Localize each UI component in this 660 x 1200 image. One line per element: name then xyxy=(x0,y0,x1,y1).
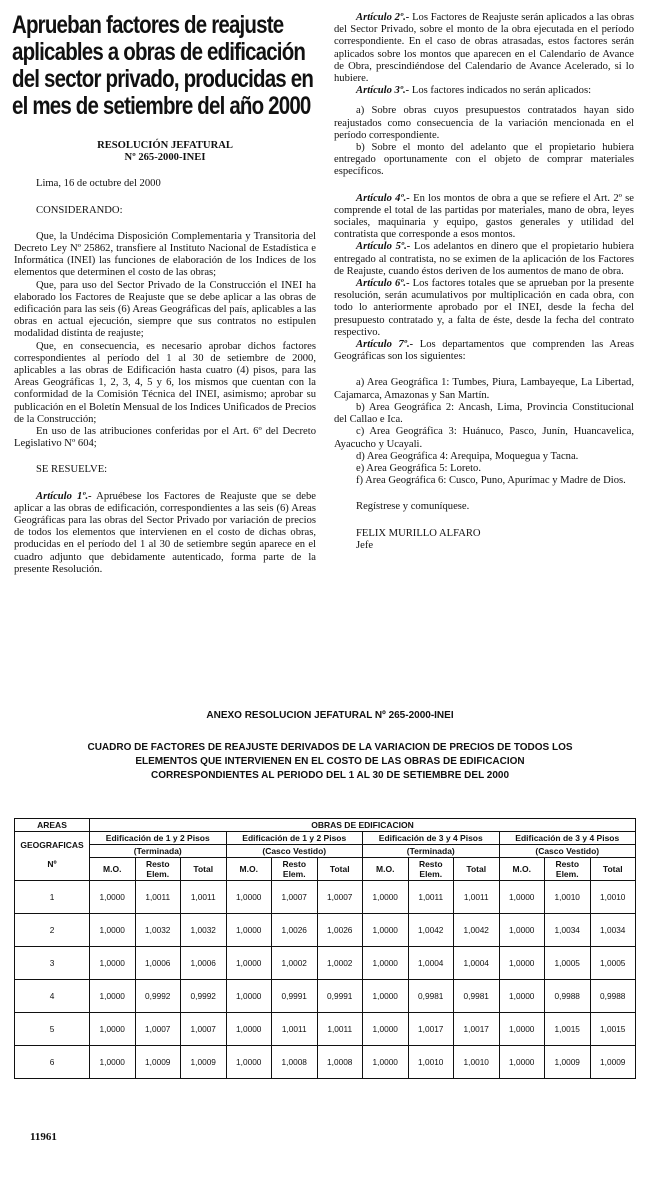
article-2 xyxy=(334,12,634,85)
annex-title: ANEXO RESOLUCION JEFATURAL Nº 265-2000-INEI xyxy=(206,710,454,721)
factor-cell: 1,0000 xyxy=(363,980,409,1013)
group-3-title: Edificación de 3 y 4 Pisos xyxy=(363,832,500,845)
article-2-text: Los Factores de Reajuste serán aplicados a las obras del Sector Privado, sobre el monto de la obra ejecutada en el período correspondiente. En el caso de obras atrasadas, estos factores serán aplicados sobre los montos que aparecen en el Calendario de Avance de Obra, prescindiéndose del Calendario de Avance Acelerado, si lo hubiere. xyxy=(334,12,635,85)
factor-cell: 1,0000 xyxy=(363,881,409,914)
article-1 xyxy=(14,491,316,576)
col-resto-4-a: Resto xyxy=(555,859,580,869)
article-4-text: En los montos de obra a que se refiere el Art. 2º se comprende el total de las partidas por materiales, mano de obra, leyes sociales, maquinaria y equipo, gastos generales y utilidad del contratista que corresponde a esos montos. xyxy=(334,192,635,241)
col-total-1: Total xyxy=(181,858,227,881)
area-item-f: f) Area Geográfica 6: Cusco, Puno, Apurímac y Madre de Dios. xyxy=(356,475,626,487)
factor-cell: 1,0000 xyxy=(499,1046,545,1079)
area-item-a: a) Area Geográfica 1: Tumbes, Piura, Lambayeque, La Libertad, Cajamarca, Amazonas y San Martín. xyxy=(334,377,634,401)
factor-cell: 0,9991 xyxy=(272,980,318,1013)
left-column xyxy=(14,140,316,576)
headline: Aprueban factores de reajuste aplicables a obras de edificación del sector privado, producidas en el mes de setiembre del año 2000 xyxy=(12,11,314,120)
factor-cell: 1,0026 xyxy=(317,914,363,947)
annex-subtitle-1: CUADRO DE FACTORES DE REAJUSTE DERIVADOS DE LA VARIACION DE PRECIOS DE TODOS LOS xyxy=(87,742,573,753)
considerando-para-2: Que, para uso del Sector Privado de la Construcción el INEI ha elaborado los Factores de Reajuste que se debe aplicar a las obras de edificación para las seis (6) Areas Geográficas del país, aplicables a las obras en actual ejecución, siempre que sus contratos no estipulen modalidad distinta de reajuste; xyxy=(14,279,316,340)
resolution-title: RESOLUCIÓN JEFATURAL xyxy=(97,140,233,151)
factor-cell: 1,0015 xyxy=(545,1013,591,1046)
factor-cell: 1,0000 xyxy=(363,914,409,947)
table-row xyxy=(15,914,636,947)
group-1-sub: (Terminada) xyxy=(90,845,227,858)
article-6-label: Artículo 6º.- xyxy=(356,278,410,290)
col-resto-2 xyxy=(272,858,318,881)
factors-table xyxy=(14,818,636,1079)
col-mo-4: M.O. xyxy=(499,858,545,881)
factor-cell: 1,0015 xyxy=(590,1013,636,1046)
factor-cell: 1,0010 xyxy=(545,881,591,914)
factor-cell: 1,0006 xyxy=(181,947,227,980)
factor-cell: 1,0000 xyxy=(90,1046,136,1079)
factor-cell: 1,0009 xyxy=(545,1046,591,1079)
col-mo-3: M.O. xyxy=(363,858,409,881)
factor-cell: 1,0000 xyxy=(363,1013,409,1046)
factor-cell: 1,0000 xyxy=(226,980,272,1013)
group-2-sub: (Casco Vestido) xyxy=(226,845,363,858)
signer-name: FELIX MURILLO ALFARO xyxy=(356,527,481,539)
article-4 xyxy=(334,193,634,242)
factor-cell: 1,0007 xyxy=(317,881,363,914)
col-resto-1-a: Resto xyxy=(145,859,170,869)
area-number-cell: 1 xyxy=(15,881,90,914)
factor-cell: 1,0007 xyxy=(181,1013,227,1046)
col-resto-2-b: Elem. xyxy=(282,869,306,879)
considerando-para-3: Que, en consecuencia, es necesario aprobar dichos factores correspondientes al período del 1 al 30 de setiembre de 2000, aplicables a las obras de Edificación hasta cuatro (4) pisos, para las Areas Geográficas 1, 2, 3, 4, 5 y 6, los mismos que cuentan con la conformidad de la Comisión Técnica del INEI, asimismo; aprobar su publicación en el Boletín Mensual de los Indices Unificados de Precios de la Construcción; xyxy=(14,340,316,425)
considerando-para-1: Que, la Undécima Disposición Complementaria y Transitoria del Decreto Ley Nº 25862, transfiere al Instituto Nacional de Estadística e Informática (INEI) las funciones de elaboración de los Indices de los elementos que determinen el costo de las obras; xyxy=(14,230,316,279)
factor-cell: 1,0000 xyxy=(363,1046,409,1079)
factor-cell: 1,0011 xyxy=(135,881,181,914)
factor-cell: 1,0009 xyxy=(181,1046,227,1079)
annex-subtitle-2: ELEMENTOS QUE INTERVIENEN EN EL COSTO DE LAS OBRAS DE EDIFICACION xyxy=(135,756,525,767)
right-column xyxy=(334,12,634,552)
factor-cell: 0,9988 xyxy=(590,980,636,1013)
factor-cell: 1,0000 xyxy=(226,947,272,980)
article-5 xyxy=(334,241,634,278)
factor-cell: 1,0000 xyxy=(499,947,545,980)
factor-cell: 1,0032 xyxy=(135,914,181,947)
factor-cell: 1,0008 xyxy=(317,1046,363,1079)
area-number-cell: 2 xyxy=(15,914,90,947)
article-7 xyxy=(334,339,634,363)
col-resto-2-a: Resto xyxy=(282,859,307,869)
article-6-text: Los factores totales que se aprueban por la presente resolución, serán acumulativos por multiplicación en cada obra, con todo lo anteriormente aprobado por el INEI, desde la fecha del presupuesto contratado y, a falta de éste, desde la fecha del contrato respectivo. xyxy=(334,278,634,338)
factor-cell: 0,9981 xyxy=(408,980,454,1013)
article-7-text: Los departamentos que comprenden las Areas Geográficas son los siguientes: xyxy=(334,339,634,363)
factor-cell: 1,0042 xyxy=(408,914,454,947)
factor-cell: 1,0017 xyxy=(408,1013,454,1046)
area-number-cell: 5 xyxy=(15,1013,90,1046)
area-number-cell: 4 xyxy=(15,980,90,1013)
area-item-b: b) Area Geográfica 2: Ancash, Lima, Provincia Constitucional del Callao e Ica. xyxy=(334,401,634,426)
factor-cell: 1,0000 xyxy=(363,947,409,980)
factor-cell: 1,0008 xyxy=(272,1046,318,1079)
group-2-title: Edificación de 1 y 2 Pisos xyxy=(226,832,363,845)
factor-cell: 1,0000 xyxy=(499,980,545,1013)
area-item-e: e) Area Geográfica 5: Loreto. xyxy=(356,462,481,474)
page-number: 11961 xyxy=(30,1131,57,1143)
area-number-cell: 3 xyxy=(15,947,90,980)
article-5-text: Los adelantos en dinero que el propietario hubiera entregado al contratista, no se eximen de la aplicación de los Factores de Reajuste, cuando éstos deriven de los aumentos de mano de obra. xyxy=(334,241,634,277)
col-resto-3-b: Elem. xyxy=(419,869,443,879)
registrese-line: Regístrese y comuníquese. xyxy=(356,501,470,513)
factor-cell: 1,0010 xyxy=(454,1046,500,1079)
table-row xyxy=(15,947,636,980)
factor-cell: 1,0000 xyxy=(90,980,136,1013)
col-resto-4 xyxy=(545,858,591,881)
factor-cell: 1,0005 xyxy=(545,947,591,980)
col-resto-3-a: Resto xyxy=(418,859,443,869)
article-4-label: Artículo 4º.- xyxy=(356,192,410,204)
col-resto-1 xyxy=(135,858,181,881)
factor-cell: 1,0011 xyxy=(181,881,227,914)
factor-cell: 1,0005 xyxy=(590,947,636,980)
factor-cell: 1,0000 xyxy=(90,1013,136,1046)
group-4-title: Edificación de 3 y 4 Pisos xyxy=(499,832,636,845)
article-1-text: Apruébese los Factores de Reajuste que se debe aplicar a las obras de edificación, correspondientes a las seis (6) Areas Geográficas para las obras del Sector Privado por variación de precios de todos los elementos que intervienen en el costo de dichas obras, producidas en el período del 1 al 30 de setiembre según aparece en el cuadro adjunto que debidamente autenticado, forma parte de la presente Resolución. xyxy=(14,490,316,575)
group-1-title: Edificación de 1 y 2 Pisos xyxy=(90,832,227,845)
article-3-item-a: a) Sobre obras cuyos presupuestos contratados hayan sido reajustados como consecuencia de la variación mencionada en el período correspondiente. xyxy=(334,105,634,141)
table-row xyxy=(15,980,636,1013)
factor-cell: 1,0002 xyxy=(272,947,318,980)
article-3 xyxy=(334,85,634,97)
article-3-text: Los factores indicados no serán aplicados: xyxy=(411,85,592,97)
factor-cell: 1,0006 xyxy=(135,947,181,980)
article-3-item-b: b) Sobre el monto del adelanto que el propietario hubiera entregado oportunamente con el objeto de comprar materiales específicos. xyxy=(334,142,634,178)
factor-cell: 1,0010 xyxy=(408,1046,454,1079)
table-row xyxy=(15,881,636,914)
factor-cell: 1,0017 xyxy=(454,1013,500,1046)
col-total-4: Total xyxy=(590,858,636,881)
factor-cell: 1,0010 xyxy=(590,881,636,914)
factor-cell: 0,9991 xyxy=(317,980,363,1013)
factor-cell: 1,0000 xyxy=(499,914,545,947)
factor-cell: 1,0026 xyxy=(272,914,318,947)
factor-cell: 1,0011 xyxy=(454,881,500,914)
resolution-number: Nº 265-2000-INEI xyxy=(124,152,206,164)
considerando-para-4: En uso de las atribuciones conferidas por el Art. 6º del Decreto Legislativo Nº 604; xyxy=(14,426,316,450)
article-3-label: Artículo 3º.- xyxy=(356,85,410,97)
obras-header: OBRAS DE EDIFICACION xyxy=(90,819,636,832)
col-total-2: Total xyxy=(317,858,363,881)
factor-cell: 1,0007 xyxy=(272,881,318,914)
article-6 xyxy=(334,278,634,339)
factor-cell: 1,0009 xyxy=(135,1046,181,1079)
article-5-label: Artículo 5º.- xyxy=(356,241,411,253)
col-resto-3 xyxy=(408,858,454,881)
factor-cell: 1,0000 xyxy=(226,914,272,947)
number-header: Nº xyxy=(15,858,90,881)
col-mo-1: M.O. xyxy=(90,858,136,881)
factor-cell: 1,0000 xyxy=(226,1013,272,1046)
signer-title: Jefe xyxy=(356,539,374,551)
col-total-3: Total xyxy=(454,858,500,881)
col-resto-1-b: Elem. xyxy=(146,869,170,879)
factor-cell: 1,0002 xyxy=(317,947,363,980)
group-4-sub: (Casco Vestido) xyxy=(499,845,636,858)
factor-cell: 1,0011 xyxy=(317,1013,363,1046)
table-row xyxy=(15,1013,636,1046)
factor-cell: 1,0034 xyxy=(545,914,591,947)
factor-cell: 0,9992 xyxy=(135,980,181,1013)
geograficas-header: GEOGRAFICAS xyxy=(15,832,90,858)
factor-cell: 1,0000 xyxy=(226,1046,272,1079)
factor-cell: 0,9992 xyxy=(181,980,227,1013)
factor-cell: 1,0032 xyxy=(181,914,227,947)
factor-cell: 1,0000 xyxy=(499,1013,545,1046)
area-number-cell: 6 xyxy=(15,1046,90,1079)
factor-cell: 1,0004 xyxy=(454,947,500,980)
factor-cell: 1,0007 xyxy=(135,1013,181,1046)
article-7-label: Artículo 7º.- xyxy=(356,339,414,351)
factor-cell: 1,0000 xyxy=(90,947,136,980)
article-2-label: Artículo 2º.- xyxy=(356,12,410,23)
date-line: Lima, 16 de octubre del 2000 xyxy=(36,178,161,190)
area-item-c: c) Area Geográfica 3: Huánuco, Pasco, Junín, Huancavelica, Ayacucho y Ucayali. xyxy=(334,426,634,450)
se-resuelve-heading: SE RESUELVE: xyxy=(36,464,108,476)
areas-header: AREAS xyxy=(15,819,90,832)
annex-subtitle-3: CORRESPONDIENTES AL PERIODO DEL 1 AL 30 DE SETIEMBRE DEL 2000 xyxy=(150,770,510,781)
factor-cell: 1,0004 xyxy=(408,947,454,980)
area-item-d: d) Area Geográfica 4: Arequipa, Moquegua y Tacna. xyxy=(356,450,579,462)
factor-cell: 1,0000 xyxy=(90,881,136,914)
factor-cell: 1,0011 xyxy=(272,1013,318,1046)
factor-cell: 1,0000 xyxy=(226,881,272,914)
table-row xyxy=(15,1046,636,1079)
factor-cell: 1,0011 xyxy=(408,881,454,914)
table-body xyxy=(15,881,636,1079)
article-1-label: Artículo 1º.- xyxy=(36,490,92,502)
group-3-sub: (Terminada) xyxy=(363,845,500,858)
factor-cell: 1,0000 xyxy=(499,881,545,914)
factor-cell: 0,9981 xyxy=(454,980,500,1013)
factor-cell: 0,9988 xyxy=(545,980,591,1013)
considerando-heading: CONSIDERANDO: xyxy=(36,204,123,216)
factor-cell: 1,0009 xyxy=(590,1046,636,1079)
factor-cell: 1,0034 xyxy=(590,914,636,947)
factor-cell: 1,0042 xyxy=(454,914,500,947)
factor-cell: 1,0000 xyxy=(90,914,136,947)
col-resto-4-b: Elem. xyxy=(555,869,579,879)
col-mo-2: M.O. xyxy=(226,858,272,881)
